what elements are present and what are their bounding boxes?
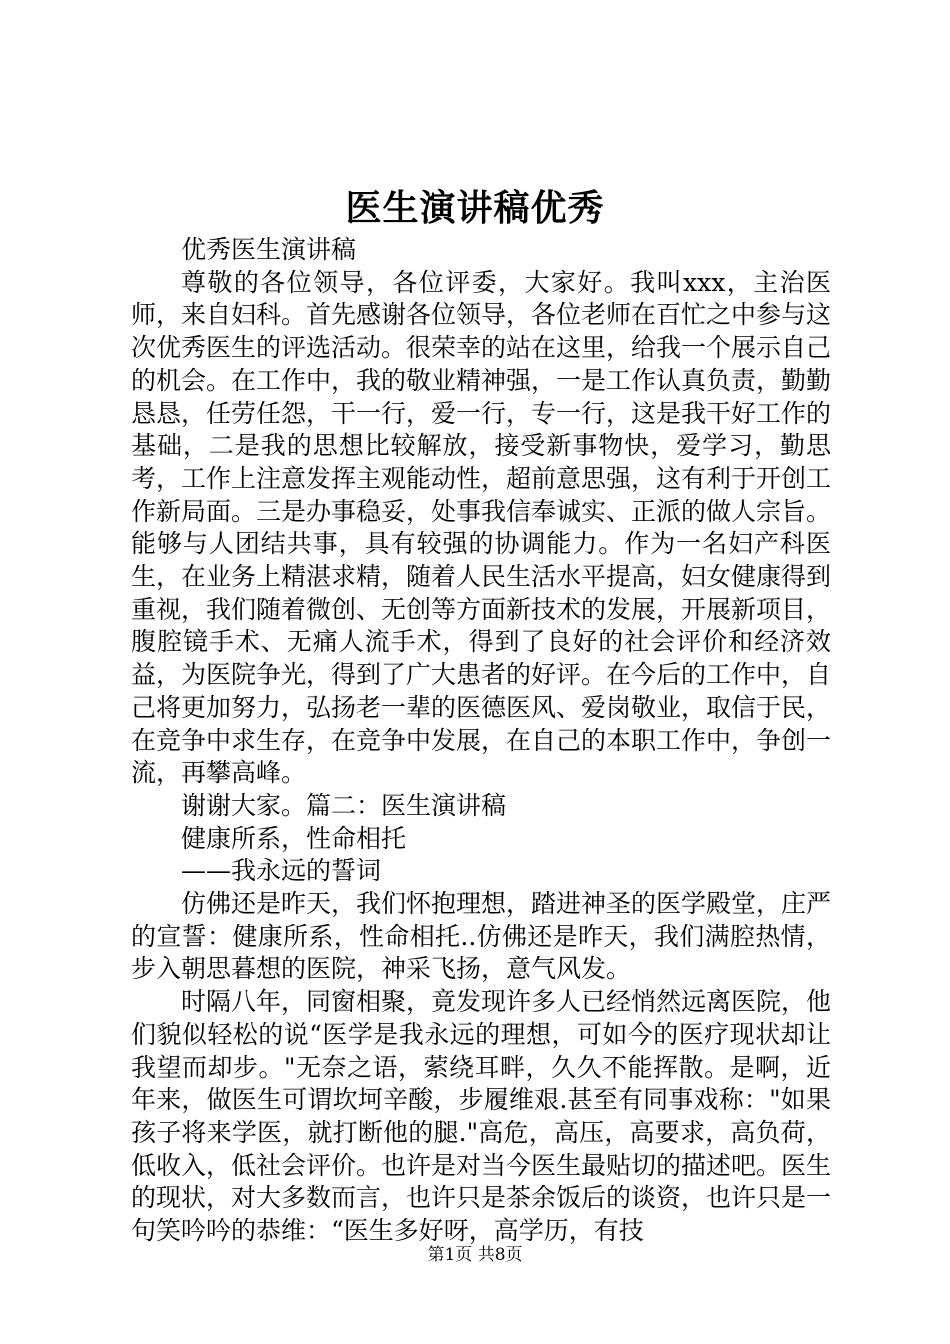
paragraph-thanks: 谢谢大家。篇二：医生演讲稿: [181, 790, 507, 820]
page-footer: 第1页 共8页: [427, 1245, 523, 1265]
paragraph-heading-two: 健康所系，性命相托: [181, 823, 407, 853]
document-title: 医生演讲稿优秀: [345, 187, 605, 229]
paragraph-speech-one: 尊敬的各位领导，各位评委，大家好。我叫xxx，主治医师，来自妇科。首先感谢各位领导，各位老师在百忙之中参与这次优秀医生的评选活动。很荣幸的站在这里，给我一个展示自己的机会。在工作中，我的敬业精神强，一是工作认真负责，勤勤恳恳，任劳任怨，干一行，爱一行，专一行，这是我干好工作的基础，二是我的思想比较解放，接受新事物快，爱学习，勤思考，工作上注意发挥主观能动性，超前意思强，这有利于开创工作新局面。三是办事稳妥，处事我信奉诚实、正派的做人宗旨。能够与人团结共事，具有较强的协调能力。作为一名妇产科医生，在业务上精湛求精，随着人民生活水平提高，妇女健康得到重视，我们随着微创、无创等方面新技术的发展，开展新项目，腹腔镜手术、无痛人流手术，得到了良好的社会评价和经济效益，为医院争光，得到了广大患者的好评。在今后的工作中，自己将更加努力，弘扬老一辈的医德医风、爱岗敬业，取信于民，在竞争中求生存，在竞争中发展，在自己的本职工作中，争创一流，再攀高峰。: [131, 267, 832, 788]
paragraph-subheading-two: ——我永远的誓词: [181, 856, 382, 886]
document-body: [131, 234, 831, 1248]
paragraph-yesterday: 仿佛还是昨天，我们怀抱理想，踏进神圣的医学殿堂，庄严的宣誓：健康所系，性命相托..仿佛还是昨天，我们满腔热情，步入朝思暮想的医院，神采飞扬，意气风发。: [131, 889, 832, 984]
paragraph-eight-years: 时隔八年，同窗相聚，竟发现许多人已经悄然远离医院，他们貌似轻松的说“医学是我永远的理想，可如今的医疗现状却让我望而却步。"无奈之语，萦绕耳畔，久久不能挥散。是啊，近年来，做医生可谓坎坷辛酸，步履维艰.甚至有同事戏称："如果孩子将来学医，就打断他的腿."高危，高压，高要求，高负荷，低收入，低社会评价。也许是对当今医生最贴切的描述吧。医生的现状，对大多数而言，也许只是茶余饭后的谈资，也许只是一句笑吟吟的恭维：“医生多好呀，高学历，有技: [131, 987, 832, 1246]
paragraph-subtitle: 优秀医生演讲稿: [181, 235, 357, 264]
